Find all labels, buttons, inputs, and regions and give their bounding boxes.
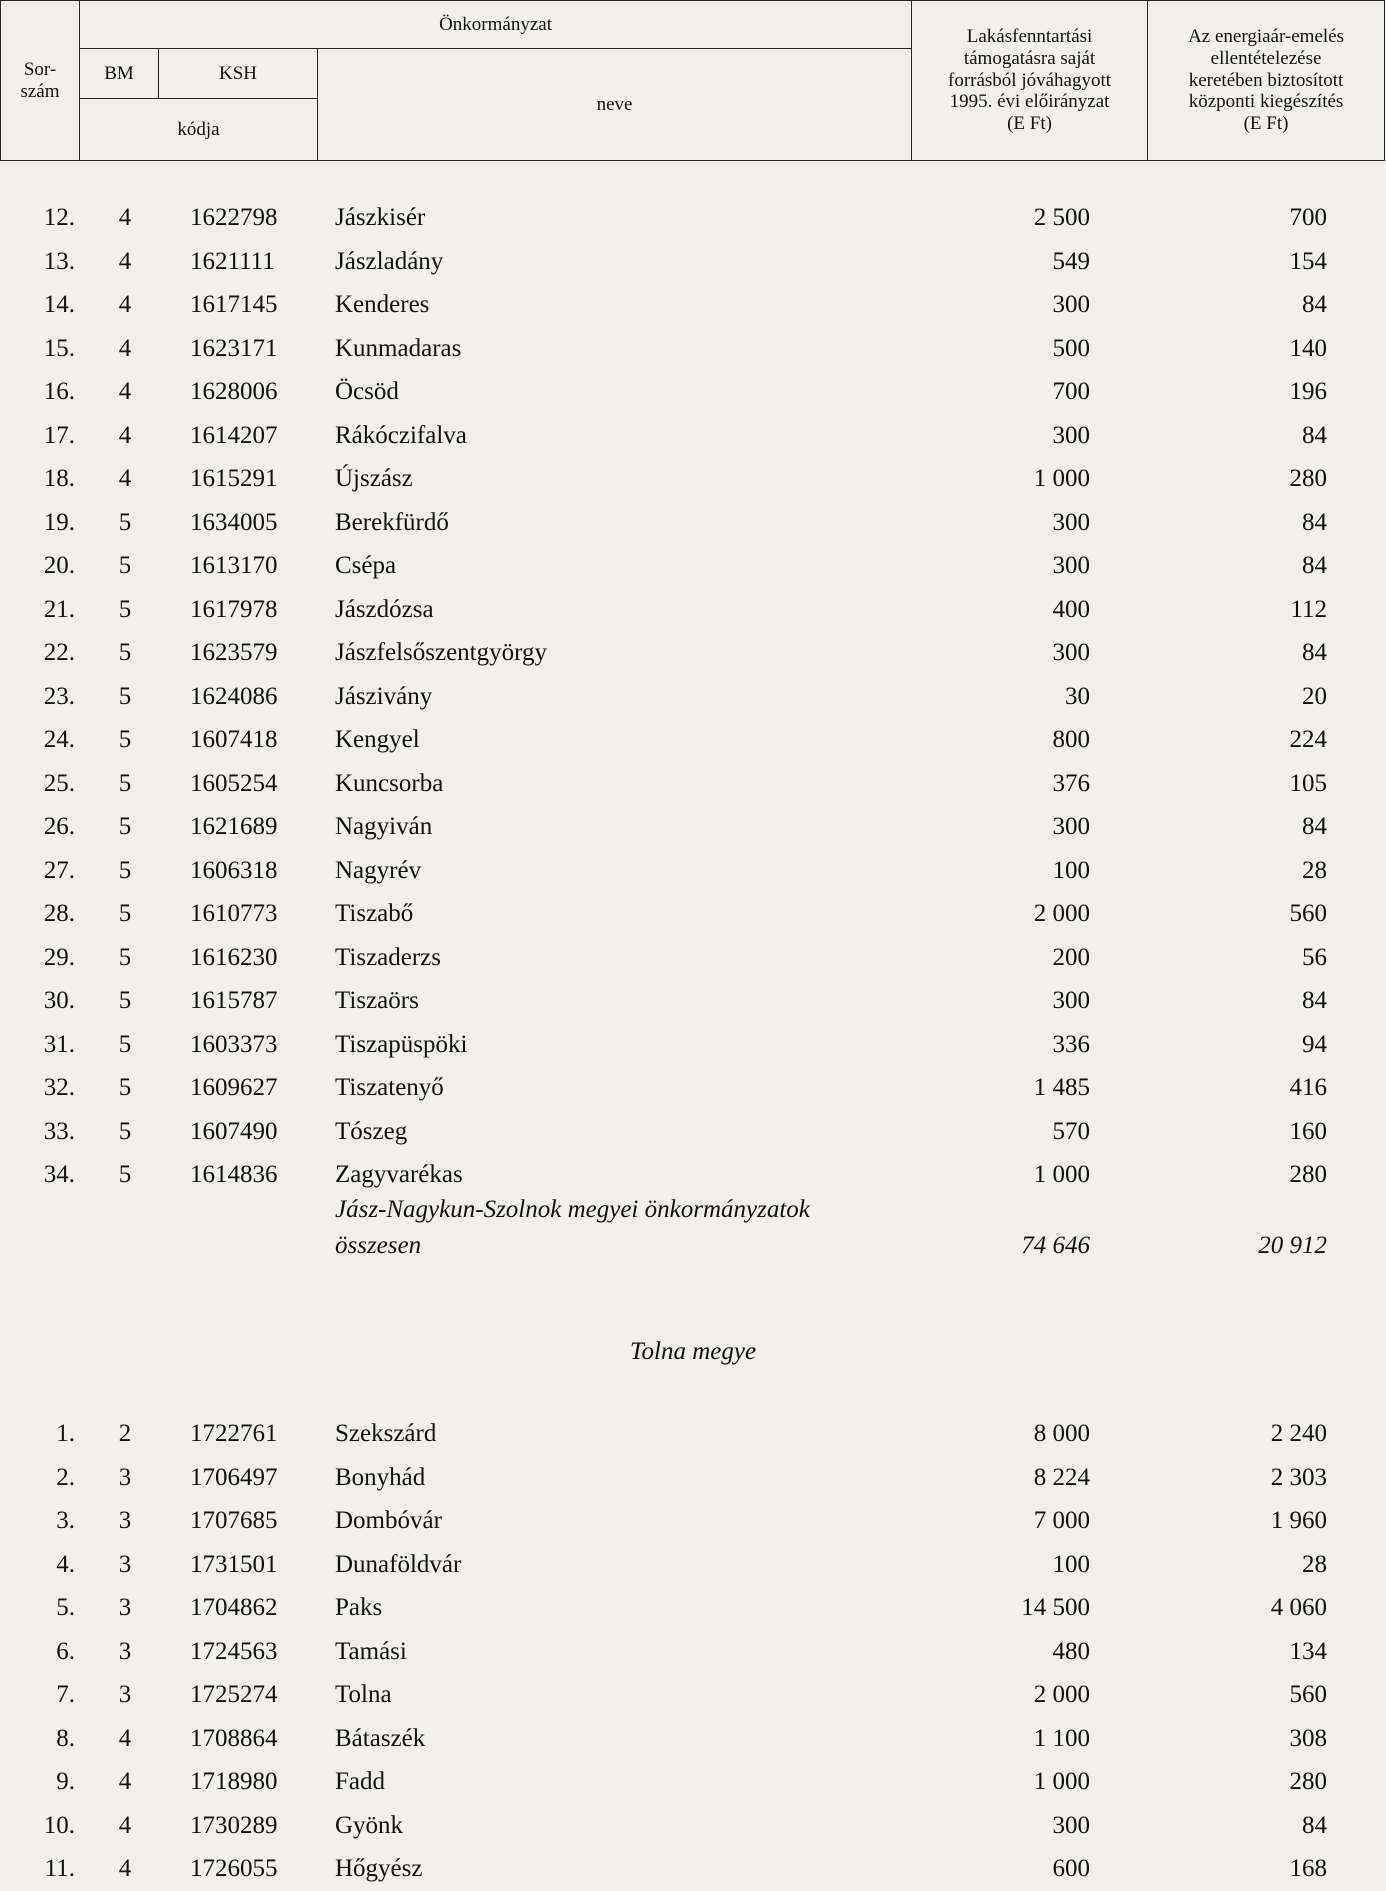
value-housing-support: 300 — [1052, 813, 1090, 840]
header-onkormanyzat: Önkormányzat — [80, 1, 912, 49]
row-number: 9. — [56, 1768, 75, 1795]
ksh-code: 1730289 — [190, 1811, 278, 1839]
municipality-name: Zagyvarékas — [335, 1161, 463, 1188]
ksh-code: 1724563 — [190, 1637, 278, 1665]
table-row — [0, 1673, 1386, 1717]
municipality-name: Kengyel — [335, 726, 420, 753]
table-row — [0, 1543, 1386, 1587]
bm-code: 4 — [118, 1811, 132, 1839]
total-value-a: 74 646 — [1021, 1232, 1090, 1259]
table-row — [0, 196, 1386, 240]
value-housing-support: 2 000 — [1033, 900, 1090, 927]
bm-code: 3 — [118, 1507, 132, 1534]
ksh-code: 1634005 — [190, 508, 278, 536]
municipality-name: Jászdózsa — [335, 595, 434, 623]
row-number: 26. — [43, 813, 75, 840]
header-col-b: Az energiaár-emelés ellentételezése keretében biztosított központi kiegészítés (E Ft) — [1148, 1, 1385, 161]
bm-code: 2 — [118, 1420, 132, 1447]
ksh-code: 1628006 — [190, 378, 278, 405]
municipality-name: Dombóvár — [335, 1507, 442, 1534]
value-energy-compensation: 140 — [1289, 334, 1327, 362]
ksh-code: 1609627 — [190, 1074, 278, 1101]
municipality-name: Fadd — [335, 1768, 385, 1795]
table-header — [0, 0, 1385, 161]
value-housing-support: 549 — [1052, 247, 1090, 275]
bm-code: 5 — [118, 1030, 132, 1058]
row-number: 33. — [43, 1117, 75, 1145]
bm-code: 5 — [118, 552, 132, 579]
row-number: 20. — [43, 552, 75, 579]
value-energy-compensation: 134 — [1289, 1637, 1327, 1665]
ksh-code: 1615291 — [190, 465, 278, 492]
value-housing-support: 600 — [1052, 1855, 1090, 1882]
value-housing-support: 500 — [1052, 334, 1090, 362]
header-neve: neve — [318, 49, 912, 161]
table-row — [0, 1760, 1386, 1804]
row-number: 15. — [43, 334, 75, 362]
value-housing-support: 300 — [1052, 421, 1090, 449]
value-housing-support: 1 000 — [1033, 1161, 1090, 1188]
bm-code: 5 — [118, 508, 132, 536]
municipality-name: Csépa — [335, 552, 397, 579]
total-label-line1: Jász-Nagykun-Szolnok megyei önkormányzatok — [335, 1196, 810, 1223]
section2-rows — [0, 1412, 1386, 1891]
value-energy-compensation: 84 — [1302, 639, 1327, 666]
value-energy-compensation: 280 — [1289, 1161, 1327, 1188]
bm-code: 5 — [118, 943, 132, 971]
table-row — [0, 1847, 1386, 1891]
value-housing-support: 800 — [1052, 726, 1090, 753]
ksh-code: 1725274 — [190, 1681, 278, 1708]
ksh-code: 1621689 — [190, 813, 278, 840]
municipality-name: Újszász — [335, 465, 413, 492]
ksh-code: 1606318 — [190, 856, 278, 884]
table-row — [0, 283, 1386, 327]
ksh-code: 1708864 — [190, 1724, 278, 1752]
municipality-name: Tiszaderzs — [335, 943, 442, 971]
municipality-name: Tiszaörs — [335, 987, 419, 1014]
bm-code: 5 — [118, 1161, 132, 1188]
municipality-name: Nagyiván — [335, 813, 433, 840]
ksh-code: 1707685 — [190, 1507, 278, 1534]
ksh-code: 1605254 — [190, 769, 278, 797]
table-row — [0, 1456, 1386, 1500]
table-row — [0, 805, 1386, 849]
ksh-code: 1722761 — [190, 1420, 278, 1447]
value-energy-compensation: 28 — [1302, 1550, 1327, 1578]
table-row — [0, 675, 1386, 719]
bm-code: 5 — [118, 1117, 132, 1145]
ksh-code: 1603373 — [190, 1030, 278, 1058]
ksh-code: 1704862 — [190, 1594, 278, 1621]
value-energy-compensation: 4 060 — [1270, 1594, 1327, 1621]
row-number: 32. — [43, 1074, 75, 1101]
row-number: 2. — [56, 1463, 75, 1491]
value-energy-compensation: 20 — [1302, 682, 1327, 710]
table-row — [0, 1153, 1386, 1197]
value-housing-support: 2 000 — [1033, 1681, 1090, 1708]
bm-code: 4 — [118, 465, 132, 492]
municipality-name: Kunmadaras — [335, 334, 462, 362]
bm-code: 5 — [118, 900, 132, 927]
bm-code: 4 — [118, 1855, 132, 1882]
municipality-name: Tiszapüspöki — [335, 1030, 468, 1058]
bm-code: 5 — [118, 813, 132, 840]
value-energy-compensation: 84 — [1302, 291, 1327, 318]
row-number: 31. — [43, 1030, 75, 1058]
bm-code: 5 — [118, 639, 132, 666]
municipality-name: Jászkisér — [335, 204, 426, 231]
value-housing-support: 1 100 — [1033, 1724, 1090, 1752]
bm-code: 4 — [118, 204, 132, 231]
bm-code: 5 — [118, 987, 132, 1014]
row-number: 30. — [43, 987, 75, 1014]
bm-code: 3 — [118, 1463, 132, 1491]
ksh-code: 1617145 — [190, 291, 278, 318]
header-sorszam: Sor- szám — [1, 1, 80, 161]
table-row — [0, 892, 1386, 936]
municipality-name: Dunaföldvár — [335, 1550, 462, 1578]
row-number: 14. — [43, 291, 75, 318]
row-number: 19. — [43, 508, 75, 536]
value-housing-support: 376 — [1052, 769, 1090, 797]
value-energy-compensation: 700 — [1289, 204, 1327, 231]
municipality-name: Szekszárd — [335, 1420, 437, 1447]
ksh-code: 1614836 — [190, 1161, 278, 1188]
header-bm: BM — [80, 49, 159, 99]
municipality-name: Gyönk — [335, 1811, 404, 1839]
table-row — [0, 1630, 1386, 1674]
row-number: 24. — [43, 726, 75, 753]
county-title: Tolna megye — [629, 1338, 757, 1365]
value-housing-support: 300 — [1052, 508, 1090, 536]
table-row — [0, 1066, 1386, 1110]
bm-code: 5 — [118, 726, 132, 753]
bm-code: 5 — [118, 856, 132, 884]
value-housing-support: 700 — [1052, 378, 1090, 405]
row-number: 4. — [56, 1550, 75, 1578]
table-row — [0, 1412, 1386, 1456]
value-energy-compensation: 280 — [1289, 465, 1327, 492]
ksh-code: 1623171 — [190, 334, 278, 362]
ksh-code: 1726055 — [190, 1855, 278, 1882]
value-housing-support: 100 — [1052, 1550, 1090, 1578]
row-number: 1. — [56, 1420, 75, 1447]
row-number: 12. — [43, 204, 75, 231]
value-housing-support: 1 000 — [1033, 1768, 1090, 1795]
table-row — [0, 762, 1386, 806]
municipality-name: Tószeg — [335, 1117, 408, 1145]
table-row — [0, 979, 1386, 1023]
table-row — [0, 501, 1386, 545]
municipality-name: Kenderes — [335, 291, 430, 318]
row-number: 29. — [43, 943, 75, 971]
bm-code: 3 — [118, 1594, 132, 1621]
row-number: 25. — [43, 769, 75, 797]
value-housing-support: 400 — [1052, 595, 1090, 623]
table-row — [0, 1586, 1386, 1630]
section1-rows — [0, 196, 1386, 1197]
value-energy-compensation: 308 — [1289, 1724, 1327, 1752]
value-energy-compensation: 154 — [1289, 247, 1327, 275]
bm-code: 4 — [118, 334, 132, 362]
ksh-code: 1616230 — [190, 943, 278, 971]
table-row — [0, 414, 1386, 458]
value-housing-support: 300 — [1052, 1811, 1090, 1839]
value-energy-compensation: 56 — [1302, 943, 1327, 971]
value-housing-support: 30 — [1065, 682, 1090, 710]
value-energy-compensation: 105 — [1289, 769, 1327, 797]
row-number: 28. — [43, 900, 75, 927]
value-energy-compensation: 84 — [1302, 508, 1327, 536]
municipality-name: Rákóczifalva — [335, 421, 467, 449]
table-row — [0, 457, 1386, 501]
ksh-code: 1607490 — [190, 1117, 278, 1145]
section1-total-row — [0, 1196, 1386, 1286]
value-housing-support: 200 — [1052, 943, 1090, 971]
row-number: 18. — [43, 465, 75, 492]
municipality-name: Tolna — [335, 1681, 392, 1708]
municipality-name: Berekfürdő — [335, 508, 449, 536]
table-row — [0, 327, 1386, 371]
municipality-name: Jászfelsőszentgyörgy — [335, 639, 547, 666]
row-number: 8. — [56, 1724, 75, 1752]
ksh-code: 1622798 — [190, 204, 278, 231]
table-row — [0, 1110, 1386, 1154]
ksh-code: 1706497 — [190, 1463, 278, 1491]
value-energy-compensation: 84 — [1302, 813, 1327, 840]
ksh-code: 1718980 — [190, 1768, 278, 1795]
row-number: 5. — [56, 1594, 75, 1621]
municipality-name: Tamási — [335, 1637, 407, 1665]
bm-code: 5 — [118, 769, 132, 797]
municipality-name: Paks — [335, 1594, 383, 1621]
value-energy-compensation: 224 — [1289, 726, 1327, 753]
row-number: 10. — [43, 1811, 75, 1839]
row-number: 16. — [43, 378, 75, 405]
table-row — [0, 370, 1386, 414]
ksh-code: 1621111 — [190, 247, 275, 275]
ksh-code: 1623579 — [190, 639, 278, 666]
value-housing-support: 300 — [1052, 291, 1090, 318]
ksh-code: 1731501 — [190, 1550, 278, 1578]
value-energy-compensation: 560 — [1289, 900, 1327, 927]
row-number: 13. — [43, 247, 75, 275]
value-housing-support: 7 000 — [1033, 1507, 1090, 1534]
row-number: 27. — [43, 856, 75, 884]
bm-code: 3 — [118, 1550, 132, 1578]
value-energy-compensation: 84 — [1302, 1811, 1327, 1839]
municipality-name: Jászivány — [335, 682, 433, 710]
value-energy-compensation: 560 — [1289, 1681, 1327, 1708]
ksh-code: 1615787 — [190, 987, 278, 1014]
ksh-code: 1613170 — [190, 552, 278, 579]
value-housing-support: 1 485 — [1033, 1074, 1090, 1101]
municipality-name: Hőgyész — [335, 1855, 423, 1882]
ksh-code: 1617978 — [190, 595, 278, 623]
value-housing-support: 570 — [1052, 1117, 1090, 1145]
value-housing-support: 300 — [1052, 639, 1090, 666]
table-row — [0, 1717, 1386, 1761]
table-row — [0, 1023, 1386, 1067]
table-row — [0, 240, 1386, 284]
value-housing-support: 100 — [1052, 856, 1090, 884]
row-number: 23. — [43, 682, 75, 710]
municipality-name: Bátaszék — [335, 1724, 426, 1752]
value-housing-support: 336 — [1052, 1030, 1090, 1058]
municipality-name: Bonyhád — [335, 1463, 426, 1491]
value-energy-compensation: 168 — [1289, 1855, 1327, 1882]
row-number: 3. — [56, 1507, 75, 1534]
value-energy-compensation: 280 — [1289, 1768, 1327, 1795]
ksh-code: 1624086 — [190, 682, 278, 710]
value-energy-compensation: 84 — [1302, 421, 1327, 449]
value-energy-compensation: 1 960 — [1270, 1507, 1327, 1534]
municipality-name: Kuncsorba — [335, 769, 444, 797]
row-number: 17. — [43, 421, 75, 449]
value-energy-compensation: 84 — [1302, 987, 1327, 1014]
header-ksh: KSH — [159, 49, 318, 99]
bm-code: 4 — [118, 421, 132, 449]
value-housing-support: 300 — [1052, 987, 1090, 1014]
bm-code: 4 — [118, 378, 132, 405]
value-housing-support: 2 500 — [1033, 204, 1090, 231]
row-number: 34. — [43, 1161, 75, 1188]
table-row — [0, 1499, 1386, 1543]
municipality-name: Tiszatenyő — [335, 1074, 444, 1101]
bm-code: 5 — [118, 1074, 132, 1101]
value-housing-support: 480 — [1052, 1637, 1090, 1665]
municipality-name: Öcsöd — [335, 378, 399, 405]
value-energy-compensation: 196 — [1289, 378, 1327, 405]
municipality-name: Nagyrév — [335, 856, 422, 884]
municipality-name: Jászladány — [335, 247, 444, 275]
table-row — [0, 588, 1386, 632]
bm-code: 5 — [118, 595, 132, 623]
bm-code: 4 — [118, 1724, 132, 1752]
value-energy-compensation: 416 — [1289, 1074, 1327, 1101]
table-row — [0, 631, 1386, 675]
value-housing-support: 300 — [1052, 552, 1090, 579]
bm-code: 3 — [118, 1681, 132, 1708]
ksh-code: 1607418 — [190, 726, 278, 753]
row-number: 21. — [43, 595, 75, 623]
bm-code: 3 — [118, 1637, 132, 1665]
table-row — [0, 718, 1386, 762]
value-housing-support: 1 000 — [1033, 465, 1090, 492]
value-energy-compensation: 94 — [1302, 1030, 1327, 1058]
value-energy-compensation: 112 — [1290, 595, 1327, 623]
bm-code: 4 — [118, 247, 132, 275]
row-number: 11. — [44, 1855, 75, 1882]
total-label-line2: összesen — [335, 1232, 422, 1259]
ksh-code: 1610773 — [190, 900, 278, 927]
table-row — [0, 849, 1386, 893]
ksh-code: 1614207 — [190, 421, 278, 449]
value-energy-compensation: 2 240 — [1270, 1420, 1327, 1447]
table-row — [0, 936, 1386, 980]
bm-code: 5 — [118, 682, 132, 710]
total-value-b: 20 912 — [1258, 1232, 1327, 1259]
table-row — [0, 544, 1386, 588]
value-energy-compensation: 2 303 — [1270, 1463, 1327, 1491]
bm-code: 4 — [118, 1768, 132, 1795]
bm-code: 4 — [118, 291, 132, 318]
value-energy-compensation: 160 — [1289, 1117, 1327, 1145]
table-row — [0, 1804, 1386, 1848]
row-number: 7. — [56, 1681, 75, 1708]
value-housing-support: 14 500 — [1021, 1594, 1090, 1621]
municipality-name: Tiszabő — [335, 900, 414, 927]
header-kodja: kódja — [80, 99, 318, 161]
header-col-a: Lakásfenntartási támogatásra saját forrásból jóváhagyott 1995. évi előirányzat (E Ft) — [912, 1, 1148, 161]
value-energy-compensation: 28 — [1302, 856, 1327, 884]
row-number: 22. — [43, 639, 75, 666]
value-housing-support: 8 224 — [1033, 1463, 1090, 1491]
value-energy-compensation: 84 — [1302, 552, 1327, 579]
row-number: 6. — [56, 1637, 75, 1665]
value-housing-support: 8 000 — [1033, 1420, 1090, 1447]
